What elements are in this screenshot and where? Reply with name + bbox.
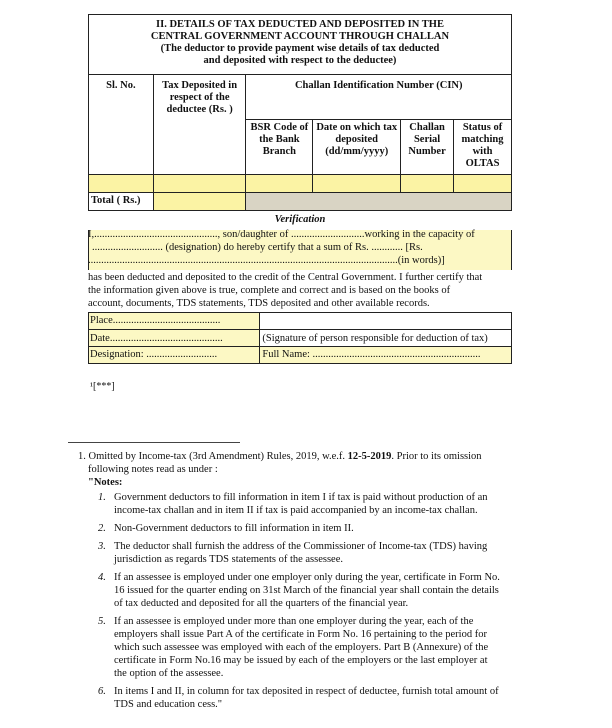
omission-marker: ¹[***]: [90, 381, 115, 392]
note-item: [98, 571, 528, 610]
note-text: [114, 571, 528, 610]
col-challan-serial: Challan Serial Number: [401, 120, 454, 175]
note-line: The deductor shall furnish the address of the Commissioner of Income-tax (TDS) having: [114, 541, 488, 552]
note-line: If an assessee is employed under one employer only during the year, certificate in Form No.: [114, 572, 500, 583]
note-text: [114, 540, 528, 566]
col-cin: Challan Identification Number (CIN): [246, 75, 512, 120]
note-number: 6.: [98, 686, 106, 697]
footnote-rule: [68, 442, 240, 443]
note-number: 5.: [98, 616, 106, 627]
note-line: jurisdiction as regards TDS statements of the assessee.: [114, 554, 344, 565]
notes-list: [98, 491, 528, 711]
cell-date-deposited[interactable]: [313, 175, 401, 193]
note-item: [98, 685, 528, 711]
designation-field[interactable]: Designation: ...........................: [89, 347, 260, 364]
total-row: [89, 193, 512, 211]
note-line: income-tax challan and in item II if tax is paid accompanied by an income-tax challan.: [114, 505, 478, 516]
header-line4: and deposited with respect to the deductee): [203, 55, 397, 66]
verification-line2: ........................... (designation) do hereby certify that a sum of Rs. ............ [Rs.: [92, 242, 423, 253]
cell-status-oltas[interactable]: [454, 175, 512, 193]
footnote-date: 12-5-2019: [347, 451, 392, 462]
note-text: [114, 615, 528, 680]
note-text: [114, 522, 528, 535]
signature-space: [260, 313, 512, 330]
note-item: [98, 491, 528, 517]
note-line: 16 issued for the quarter ending on 31st March of the financial year shall contain the details: [114, 585, 499, 596]
note-number: 2.: [98, 523, 106, 534]
col-bsr-code: BSR Code of the Bank Branch: [246, 120, 313, 175]
note-line: TDS and education cess.": [114, 699, 223, 710]
note-text: [114, 685, 528, 711]
note-text: [114, 491, 528, 517]
note-line: In items I and II, in column for tax deposited in respect of deductee, furnish total amount of: [114, 686, 499, 697]
note-line: employers shall issue Part A of the certificate in Form No. 16 pertaining to the period for: [114, 629, 487, 640]
cell-challan-serial[interactable]: [401, 175, 454, 193]
verification-frame: [88, 230, 512, 270]
footnote: [78, 450, 528, 489]
note-number: 1.: [98, 492, 106, 503]
table-row: [89, 175, 512, 193]
total-amount-cell[interactable]: [153, 193, 246, 211]
footnote-pre: 1. Omitted by Income-tax (3rd Amendment) Rules, 2019, w.e.f.: [78, 451, 348, 462]
date-field[interactable]: Date...........................................: [89, 330, 260, 347]
cell-bsr-code[interactable]: [246, 175, 313, 193]
signature-label: (Signature of person responsible for deduction of tax): [260, 330, 512, 347]
header-line3: (The deductor to provide payment wise details of tax deducted: [160, 43, 440, 54]
verification-line1: I,..............................................., son/daughter of ............................working in the capacity of: [88, 229, 475, 240]
footnote-line2: following notes read as under :: [88, 464, 218, 475]
certification-text: has been deducted and deposited to the credit of the Central Government. I further certify that the information given above is true, complete and correct and is based on the books of account, documents, TDS statements, TDS deposited and other available records.: [88, 272, 483, 309]
note-number: 4.: [98, 572, 106, 583]
note-line: If an assessee is employed under more than one employer during the year, each of the: [114, 616, 474, 627]
challan-table: [88, 14, 512, 211]
total-grey-cell: [246, 193, 512, 211]
header-line1: II. DETAILS OF TAX DEDUCTED AND DEPOSITED IN THE: [156, 19, 444, 30]
note-item: [98, 540, 528, 566]
note-line: which such assessee was employed with each of the employers. Part B (Annexure) of the: [114, 642, 489, 653]
note-number: 3.: [98, 541, 106, 552]
full-name-field[interactable]: Full Name: ................................................................: [260, 347, 512, 364]
note-line: of tax deducted and deposited for all the quarters of the financial year.: [114, 598, 409, 609]
note-item: [98, 615, 528, 680]
note-line: Non-Government deductors to fill information in item II.: [114, 523, 354, 534]
notes-title: "Notes:: [88, 477, 123, 488]
col-sl-no: Sl. No.: [89, 75, 154, 175]
table-header: [89, 15, 512, 75]
note-line: certificate in Form No.16 may be issued by each of the employers or the last employer at: [114, 655, 488, 666]
verification-line3: ......................................................................................................................(in words)]: [88, 255, 445, 266]
verification-title: Verification: [274, 214, 326, 225]
note-item: [98, 522, 528, 535]
note-line: Government deductors to fill information in item I if tax is paid without production of an: [114, 492, 488, 503]
cell-tax-deposited[interactable]: [153, 175, 246, 193]
cell-sl-no[interactable]: [89, 175, 154, 193]
col-tax-deposited: Tax Deposited in respect of the deductee (Rs. ): [153, 75, 246, 175]
note-line: the option of the assessee.: [114, 668, 224, 679]
place-field[interactable]: Place.........................................: [89, 313, 260, 330]
total-label: Total ( Rs.): [89, 193, 154, 211]
signature-table: [88, 312, 512, 364]
footnote-post: . Prior to its omission: [391, 451, 482, 462]
header-line2: CENTRAL GOVERNMENT ACCOUNT THROUGH CHALLAN: [150, 31, 450, 42]
col-date-deposited: Date on which tax deposited (dd/mm/yyyy): [313, 120, 401, 175]
col-status-oltas: Status of matching with OLTAS: [454, 120, 512, 175]
